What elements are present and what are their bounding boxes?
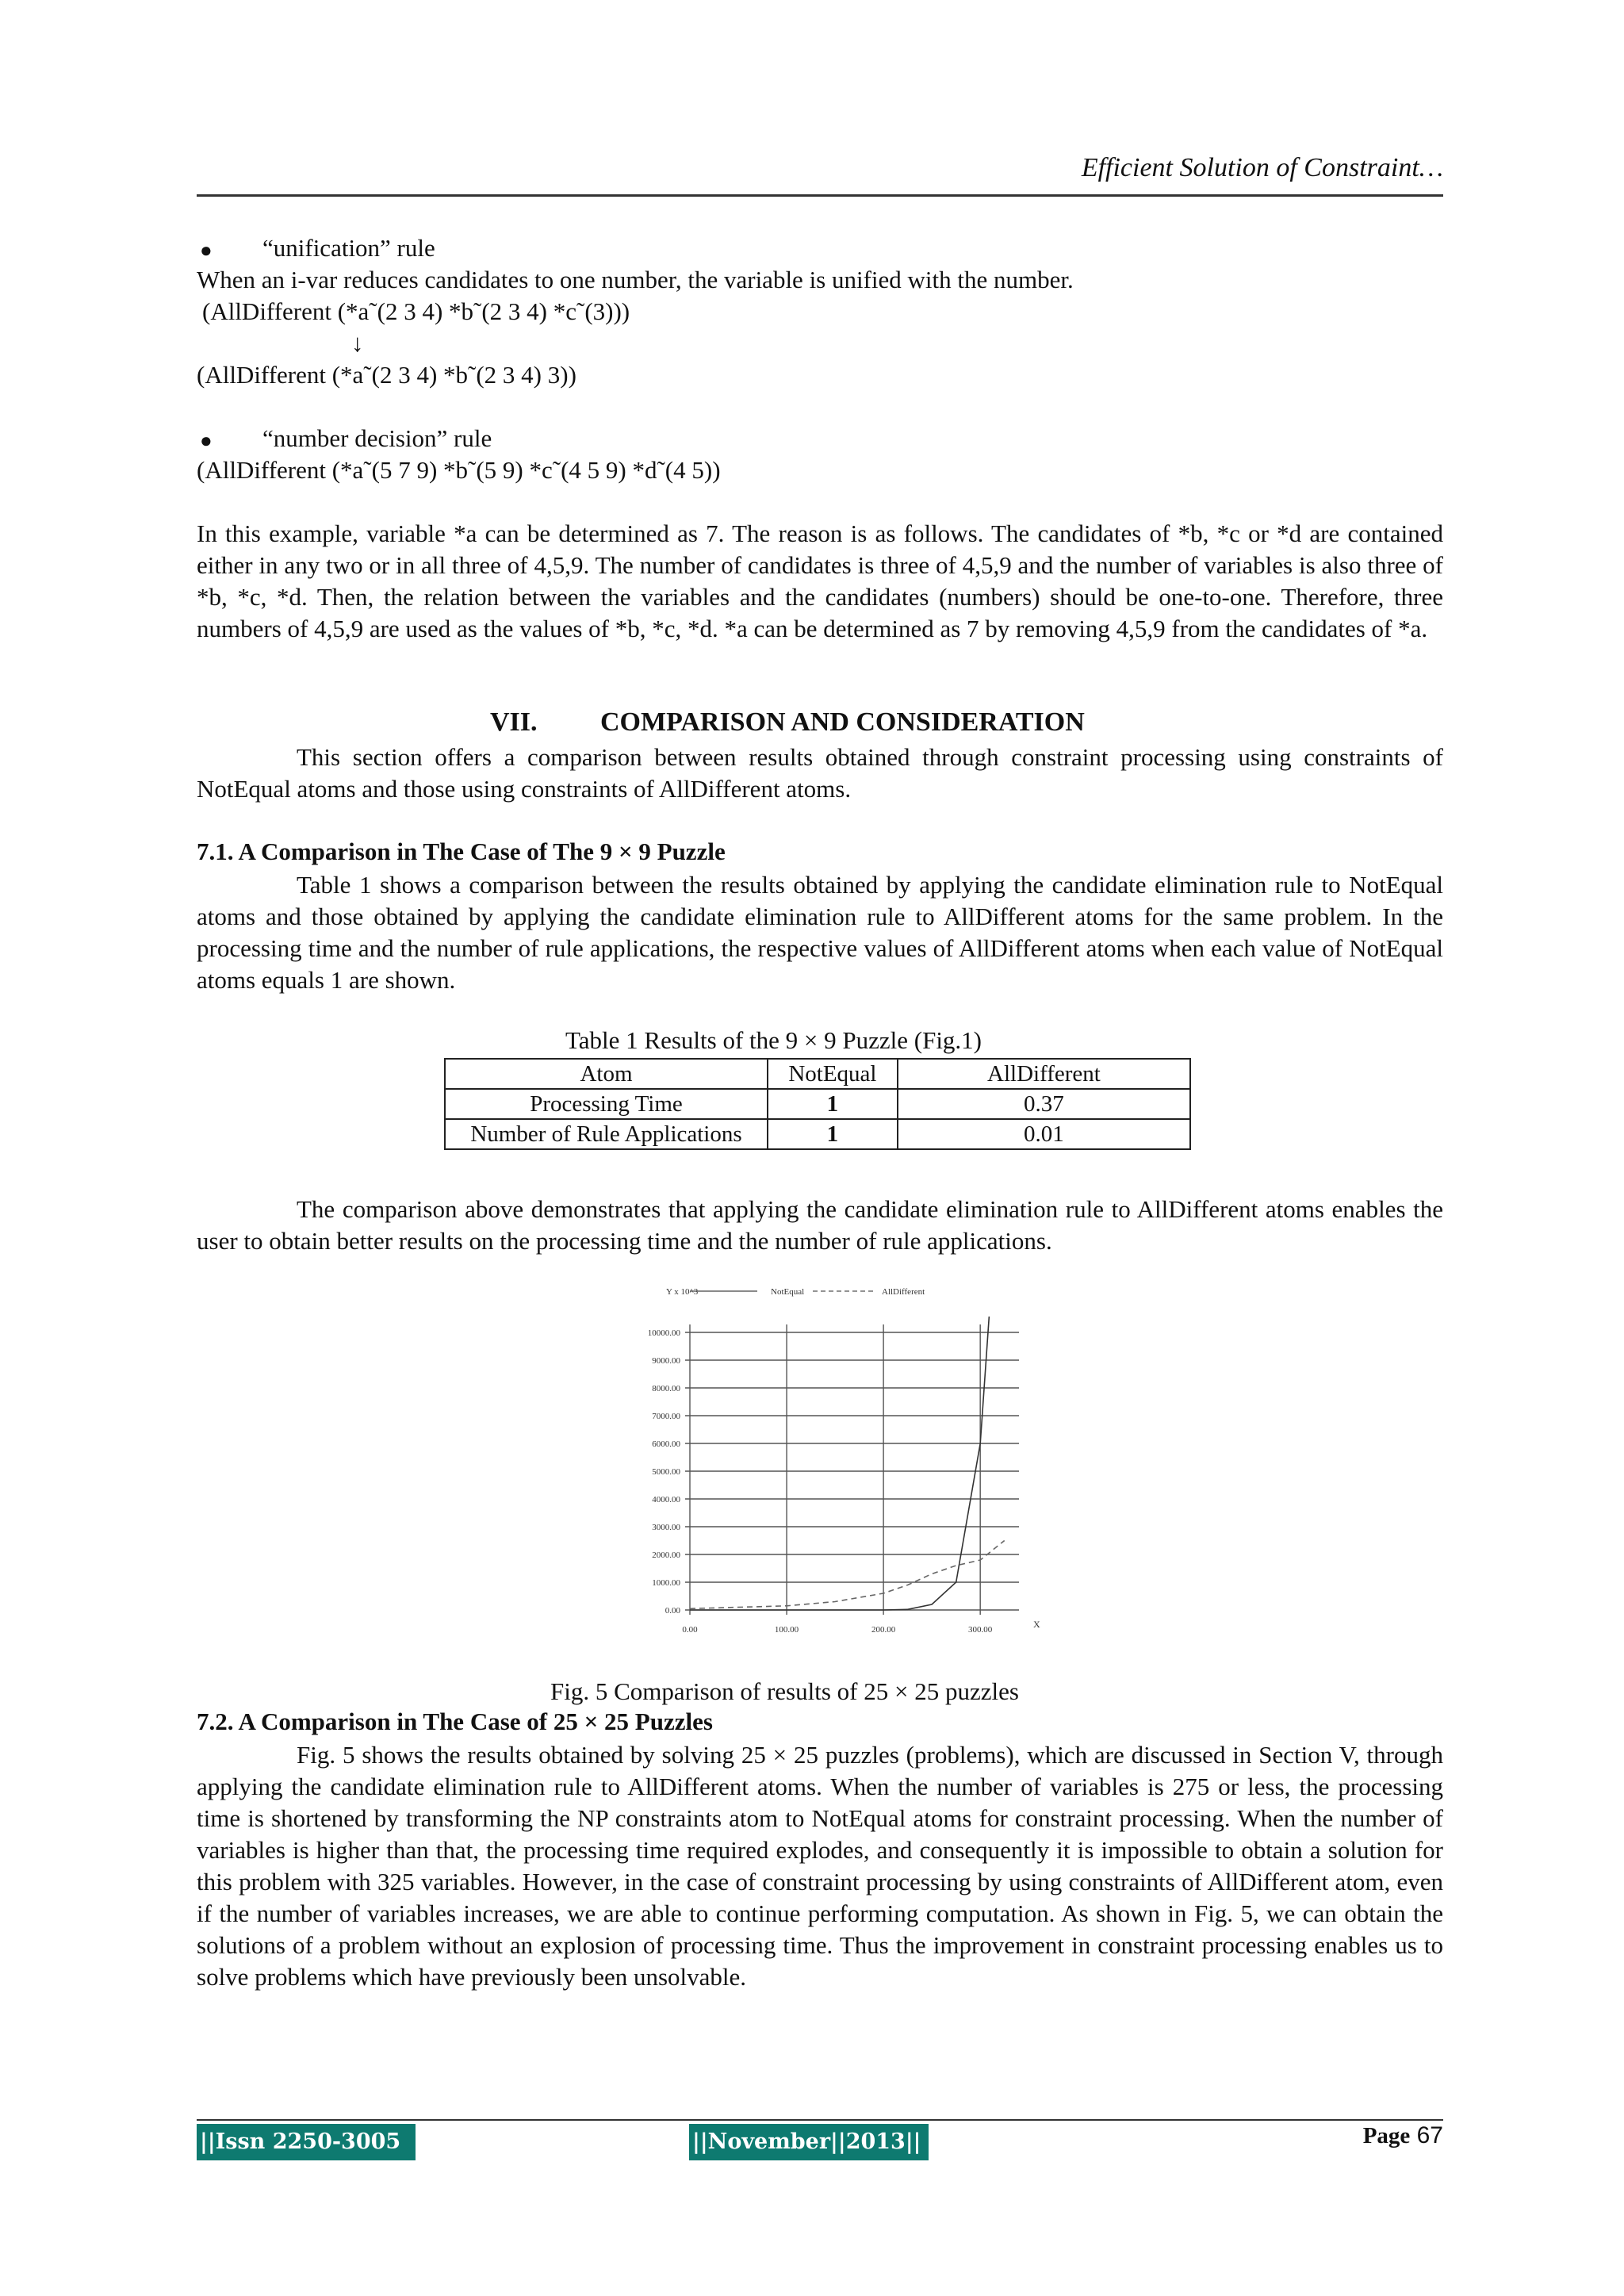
bullet-icon: ●: [200, 239, 213, 262]
subsection-7-2-heading: 7.2. A Comparison in The Case of 25 × 25 Puzzles: [197, 1708, 713, 1735]
arrow-down-icon: ↓: [351, 329, 364, 357]
section-number: VII.: [490, 707, 538, 737]
number-decision-paragraph: [197, 518, 1443, 645]
number-decision-expression: (AllDifferent (*a˜(5 7 9) *b˜(5 9) *c˜(4 5 9) *d˜(4 5)): [197, 456, 721, 484]
after-table-paragraph: [197, 1194, 1443, 1257]
paragraph-text: In this example, variable *a can be determined as 7. The reason is as follows. The candidates of *b, *c or *d are contained either in any two or in all three of 4,5,9. The number of candidates is three of 4,5,9 and the number of variables is also three of *b, *c, *d. Then, the relation between the variables and the candidates (numbers) should be one-to-one. Therefore, three numbers of 4,5,9 are used as the values of *b, *c, *d. *a can be determined as 7 by removing 4,5,9 from the candidates of *a.: [197, 519, 1443, 642]
chart-grid: [685, 1324, 1019, 1615]
table-cell: Number of Rule Applications: [445, 1119, 768, 1149]
table-header-cell: Atom: [445, 1059, 768, 1089]
unification-description: When an i-var reduces candidates to one number, the variable is unified with the number.: [197, 266, 1074, 293]
x-tick-label: 300.00: [968, 1625, 993, 1635]
subsection-7-1-paragraph: [197, 869, 1443, 996]
paragraph-text: Fig. 5 shows the results obtained by solving 25 × 25 puzzles (problems), which are discussed in Section V, through applying the candidate elimination rule to AllDifferent atoms. When the number of variables is 275 or less, the processing time is shortened by transforming the NP constraints atom to NotEqual atoms for constraint processing. When the number of variables is higher than that, the processing time required explodes, and consequently it is impossible to obtain a solution for this problem with 325 variables. However, in the case of constraint processing by using constraints of AllDifferent atom, even if the number of variables increases, we are able to continue performing computation. As shown in Fig. 5, we can obtain the solutions of a problem without an explosion of processing time. Thus the improvement in constraint processing enables us to solve problems which have previously been unsolvable.: [197, 1741, 1443, 1991]
table-row: [445, 1119, 1190, 1149]
page-label: Page: [1362, 2123, 1411, 2148]
chart-series: [690, 1305, 1005, 1610]
y-tick-label: 7000.00: [652, 1412, 680, 1421]
comparison-chart: [603, 1285, 1047, 1650]
subsection-7-1-heading: 7.1. A Comparison in The Case of The 9 × 9 Puzzle: [197, 838, 726, 865]
section-intro: [197, 742, 1443, 805]
x-tick-label: 100.00: [774, 1625, 799, 1635]
y-tick-label: 4000.00: [652, 1495, 680, 1504]
y-tick-label: 2000.00: [652, 1550, 680, 1560]
y-tick-label: 0.00: [665, 1606, 680, 1616]
running-header: Efficient Solution of Constraint…: [1081, 153, 1443, 182]
x-axis-label: X: [1033, 1619, 1040, 1630]
paragraph-text: The comparison above demonstrates that applying the candidate elimination rule to AllDifferent atoms enables the user to obtain better results on the processing time and the number of rule applications.: [197, 1195, 1443, 1255]
section-title: COMPARISON AND CONSIDERATION: [600, 707, 1085, 737]
table-cell: 0.37: [898, 1089, 1190, 1119]
header-rule: [197, 194, 1443, 197]
table-row: [445, 1089, 1190, 1119]
table-header-cell: AllDifferent: [898, 1059, 1190, 1089]
y-tick-label: 9000.00: [652, 1356, 680, 1366]
table-cell: 1: [768, 1119, 898, 1149]
y-tick-label: 8000.00: [652, 1384, 680, 1393]
y-axis-label: Y x 10^3: [666, 1287, 699, 1297]
unification-expression-before: (AllDifferent (*a˜(2 3 4) *b˜(2 3 4) *c˜(3))): [202, 297, 630, 325]
x-tick-label: 200.00: [871, 1625, 896, 1635]
footer-issn: ||Issn 2250-3005 ||: [197, 2124, 416, 2160]
unification-rule-title: “unification” rule: [262, 234, 435, 262]
page-number-value: 67: [1416, 2122, 1443, 2148]
table-cell: Processing Time: [445, 1089, 768, 1119]
table-cell: 1: [768, 1089, 898, 1119]
unification-expression-after: (AllDifferent (*a˜(2 3 4) *b˜(2 3 4) 3)): [197, 361, 576, 389]
legend-label: NotEqual: [771, 1287, 805, 1297]
number-decision-rule-title: “number decision” rule: [262, 424, 492, 452]
table-caption: Table 1 Results of the 9 × 9 Puzzle (Fig.1): [565, 1026, 982, 1054]
subsection-7-2-paragraph: [197, 1739, 1443, 1993]
footer-rule: [197, 2119, 1443, 2121]
paragraph-text: This section offers a comparison between results obtained through constraint processing using constraints of NotEqual atoms and those using constraints of AllDifferent atoms.: [197, 743, 1443, 803]
table-cell: 0.01: [898, 1119, 1190, 1149]
paragraph-text: Table 1 shows a comparison between the results obtained by applying the candidate elimination rule to NotEqual atoms and those obtained by applying the candidate elimination rule to AllDifferent atoms for the same problem. In the processing time and the number of rule applications, the respective values of AllDifferent atoms when each value of NotEqual atoms equals 1 are shown.: [197, 871, 1443, 994]
table-header-row: [445, 1059, 1190, 1089]
y-tick-label: 5000.00: [652, 1467, 680, 1477]
table-header-cell: NotEqual: [768, 1059, 898, 1089]
y-tick-label: 3000.00: [652, 1523, 680, 1532]
series-line-notequal: [690, 1305, 990, 1610]
y-tick-label: 10000.00: [647, 1328, 680, 1338]
legend-label: AllDifferent: [882, 1287, 925, 1297]
results-table: [444, 1058, 1191, 1150]
x-tick-label: 0.00: [682, 1625, 698, 1635]
figure-caption: Fig. 5 Comparison of results of 25 × 25 puzzles: [550, 1677, 1019, 1705]
y-tick-label: 1000.00: [652, 1578, 680, 1588]
y-tick-label: 6000.00: [652, 1439, 680, 1449]
bullet-icon: ●: [200, 429, 213, 452]
page-number: [1363, 2122, 1443, 2149]
footer-date: ||November||2013||: [689, 2124, 929, 2160]
